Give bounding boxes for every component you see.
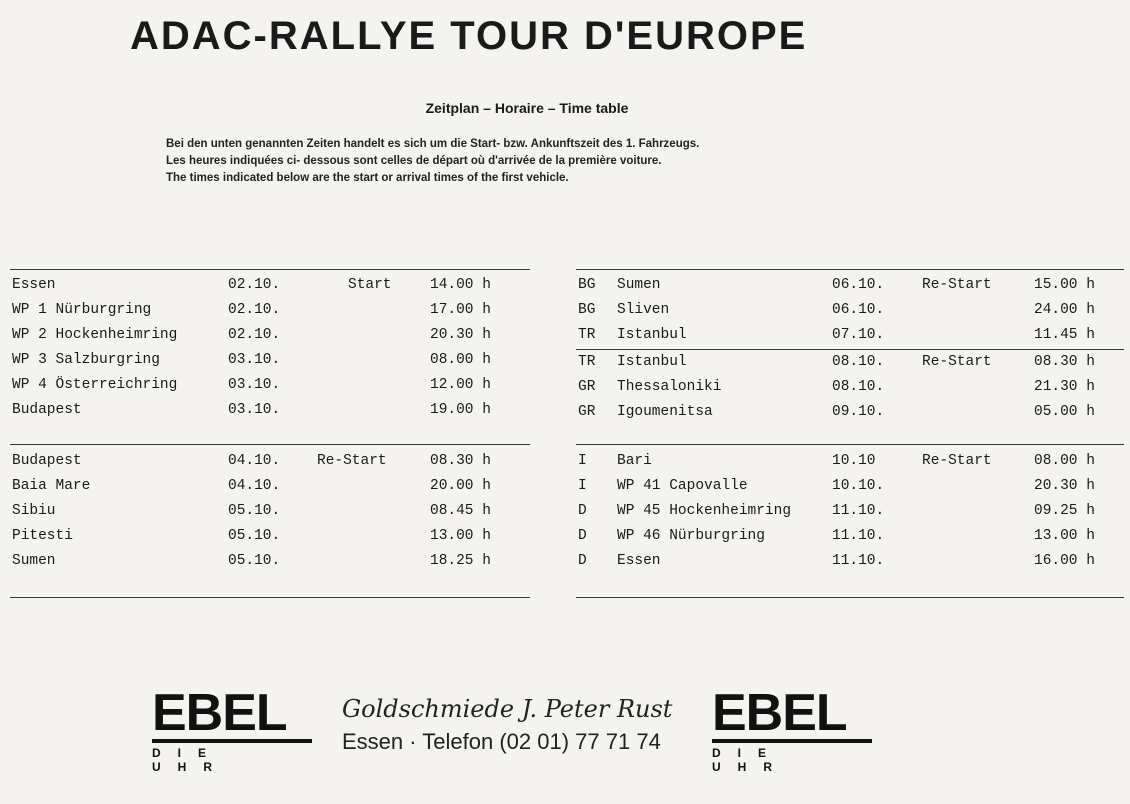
row-date: 07.10. bbox=[832, 327, 885, 343]
row-date: 08.10. bbox=[832, 354, 885, 370]
row-place: Essen bbox=[617, 553, 661, 569]
row-place: Essen bbox=[12, 277, 56, 293]
row-date: 11.10. bbox=[832, 503, 885, 519]
intro-line-de: Bei den unten genannten Zeiten handelt es sich um die Start- bzw. Ankunftszeit des 1. Fahrzeugs. bbox=[166, 138, 700, 150]
row-time: 09.25 h bbox=[1034, 503, 1095, 519]
row-date: 06.10. bbox=[832, 302, 885, 318]
row-country: I bbox=[578, 453, 587, 469]
row-country: BG bbox=[578, 302, 596, 318]
row-note: Re-Start bbox=[922, 354, 992, 370]
row-date: 03.10. bbox=[228, 352, 281, 368]
row-place: Istanbul bbox=[617, 327, 687, 343]
row-date: 10.10. bbox=[832, 478, 885, 494]
row-country: D bbox=[578, 553, 587, 569]
row-date: 11.10. bbox=[832, 528, 885, 544]
row-date: 04.10. bbox=[228, 453, 281, 469]
row-country: GR bbox=[578, 379, 596, 395]
row-time: 24.00 h bbox=[1034, 302, 1095, 318]
row-date: 03.10. bbox=[228, 402, 281, 418]
ebel-logo-mark: EBEL bbox=[152, 684, 287, 742]
row-country: TR bbox=[578, 354, 596, 370]
row-place: WP 3 Salzburgring bbox=[12, 352, 160, 368]
row-time: 05.00 h bbox=[1034, 404, 1095, 420]
row-time: 20.00 h bbox=[430, 478, 491, 494]
ebel-logo-mark: EBEL bbox=[712, 684, 847, 742]
ebel-logo-right bbox=[712, 685, 872, 774]
row-time: 21.30 h bbox=[1034, 379, 1095, 395]
row-date: 11.10. bbox=[832, 553, 885, 569]
row-time: 13.00 h bbox=[430, 528, 491, 544]
row-place: WP 2 Hockenheimring bbox=[12, 327, 178, 343]
row-time: 12.00 h bbox=[430, 377, 491, 393]
row-time: 08.00 h bbox=[1034, 453, 1095, 469]
row-country: GR bbox=[578, 404, 596, 420]
intro-line-en: The times indicated below are the start or arrival times of the first vehicle. bbox=[166, 172, 569, 184]
ebel-logo-left bbox=[152, 685, 312, 774]
row-note: Re-Start bbox=[317, 453, 387, 469]
row-time: 17.00 h bbox=[430, 302, 491, 318]
row-country: BG bbox=[578, 277, 596, 293]
row-time: 14.00 h bbox=[430, 277, 491, 293]
row-country: D bbox=[578, 528, 587, 544]
ebel-logo-tagline: DIE UHR bbox=[712, 746, 789, 774]
row-time: 08.00 h bbox=[430, 352, 491, 368]
row-place: WP 1 Nürburgring bbox=[12, 302, 152, 318]
row-date: 03.10. bbox=[228, 377, 281, 393]
row-place: Thessaloniki bbox=[617, 379, 722, 395]
row-date: 06.10. bbox=[832, 277, 885, 293]
row-country: D bbox=[578, 503, 587, 519]
row-time: 16.00 h bbox=[1034, 553, 1095, 569]
intro-text bbox=[166, 136, 699, 187]
row-place: Sumen bbox=[12, 553, 56, 569]
row-country: TR bbox=[578, 327, 596, 343]
row-date: 05.10. bbox=[228, 553, 281, 569]
row-place: Pitesti bbox=[12, 528, 73, 544]
row-place: Sumen bbox=[617, 277, 661, 293]
row-date: 10.10 bbox=[832, 453, 876, 469]
row-time: 15.00 h bbox=[1034, 277, 1095, 293]
row-time: 20.30 h bbox=[1034, 478, 1095, 494]
row-place: Istanbul bbox=[617, 354, 687, 370]
row-note: Re-Start bbox=[922, 277, 992, 293]
row-time: 20.30 h bbox=[430, 327, 491, 343]
row-place: Bari bbox=[617, 453, 652, 469]
footer bbox=[0, 685, 1130, 795]
page-subtitle: Zeitplan – Horaire – Time table bbox=[425, 100, 629, 116]
row-date: 09.10. bbox=[832, 404, 885, 420]
row-place: WP 4 Österreichring bbox=[12, 377, 178, 393]
row-place: Sibiu bbox=[12, 503, 56, 519]
sponsor-block bbox=[342, 695, 682, 755]
row-date: 02.10. bbox=[228, 327, 281, 343]
row-note: Re-Start bbox=[922, 453, 992, 469]
row-time: 11.45 h bbox=[1034, 327, 1095, 343]
page-title: ADAC-RALLYE TOUR D'EUROPE bbox=[130, 14, 808, 58]
row-time: 08.45 h bbox=[430, 503, 491, 519]
sponsor-contact: Essen · Telefon (02 01) 77 71 74 bbox=[342, 729, 661, 754]
row-date: 08.10. bbox=[832, 379, 885, 395]
row-place: Baia Mare bbox=[12, 478, 91, 494]
row-place: Budapest bbox=[12, 402, 82, 418]
row-note: Start bbox=[348, 277, 392, 293]
row-time: 19.00 h bbox=[430, 402, 491, 418]
ebel-logo-tagline: DIE UHR bbox=[152, 746, 229, 774]
row-time: 18.25 h bbox=[430, 553, 491, 569]
row-place: WP 45 Hockenheimring bbox=[617, 503, 792, 519]
row-place: Budapest bbox=[12, 453, 82, 469]
row-date: 02.10. bbox=[228, 277, 281, 293]
row-place: Igoumenitsa bbox=[617, 404, 713, 420]
row-country: I bbox=[578, 478, 587, 494]
sponsor-name: Goldschmiede J. Peter Rust bbox=[342, 695, 673, 723]
row-place: WP 41 Capovalle bbox=[617, 478, 748, 494]
row-date: 05.10. bbox=[228, 528, 281, 544]
row-date: 05.10. bbox=[228, 503, 281, 519]
row-place: Sliven bbox=[617, 302, 670, 318]
row-time: 13.00 h bbox=[1034, 528, 1095, 544]
row-date: 04.10. bbox=[228, 478, 281, 494]
row-time: 08.30 h bbox=[430, 453, 491, 469]
row-place: WP 46 Nürburgring bbox=[617, 528, 765, 544]
intro-line-fr: Les heures indiquées ci- dessous sont celles de départ où d'arrivée de la première voiture. bbox=[166, 155, 662, 167]
row-date: 02.10. bbox=[228, 302, 281, 318]
row-time: 08.30 h bbox=[1034, 354, 1095, 370]
